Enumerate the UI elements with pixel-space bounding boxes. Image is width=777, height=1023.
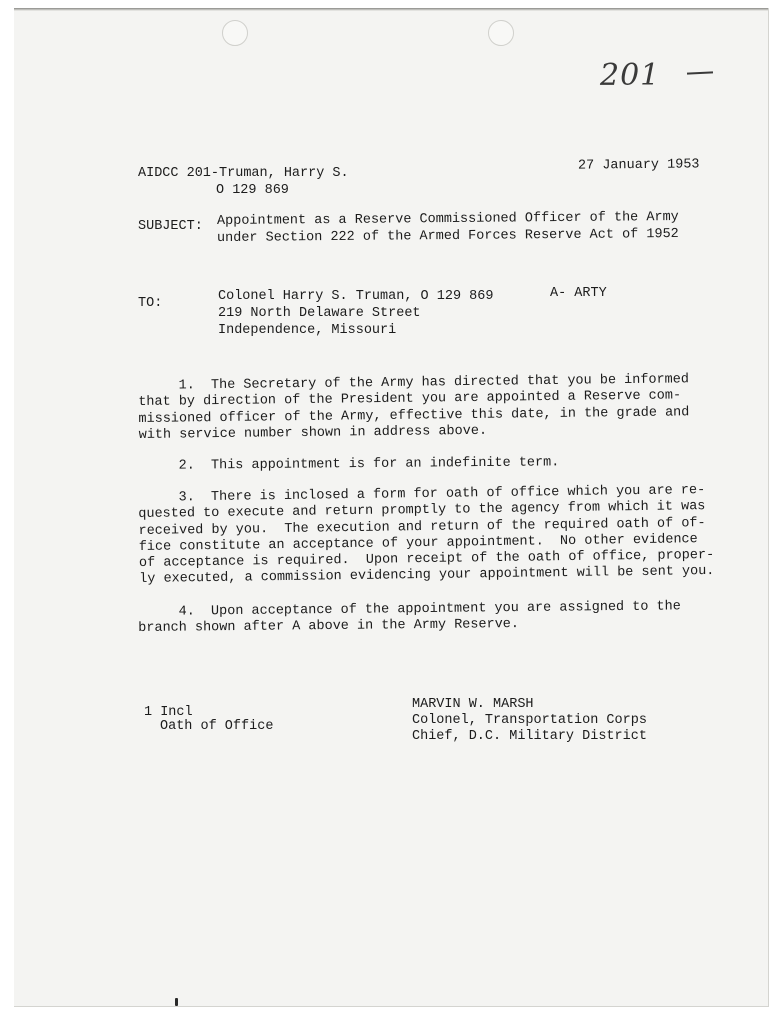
paragraph-1: 1. The Secretary of the Army has directed that you be informed that by direction of the President you are appointed a Reserve com- missioned officer of the Army, effective this date, in the grade and with service number shown in address above.: [138, 372, 690, 443]
punch-hole-left: [222, 20, 248, 46]
branch-designation: A- ARTY: [550, 286, 607, 301]
paragraph-2: 2. This appointment is for an indefinite term.: [138, 455, 560, 474]
signatory-title: Chief, D.C. Military District: [412, 729, 647, 744]
punch-hole-right: [488, 20, 514, 46]
addressee-street: 219 North Delaware Street: [218, 306, 421, 321]
enclosure-count: 1 Incl: [144, 705, 193, 720]
enclosure-description: Oath of Office: [160, 719, 274, 734]
subject-label: SUBJECT:: [138, 219, 203, 234]
header-service-number: O 129 869: [216, 183, 289, 198]
handwritten-dash: [687, 71, 713, 74]
handwritten-file-mark: 201: [600, 58, 661, 93]
addressee-name: Colonel Harry S. Truman, O 129 869: [218, 289, 494, 304]
letter-date: 27 January 1953: [577, 157, 700, 174]
ink-speck: [175, 998, 178, 1006]
page-top-edge: [14, 8, 768, 11]
addressee-city: Independence, Missouri: [218, 323, 397, 338]
subject-line-2: under Section 222 of the Armed Forces Reserve Act of 1952: [216, 226, 679, 247]
signatory-rank: Colonel, Transportation Corps: [412, 713, 647, 728]
file-reference: AIDCC 201-Truman, Harry S.: [138, 166, 349, 181]
subject-line-1: Appointment as a Reserve Commissioned Officer of the Army: [216, 209, 679, 230]
signatory-name: MARVIN W. MARSH: [412, 697, 534, 712]
paragraph-4: 4. Upon acceptance of the appointment you are assigned to the branch shown after A above in the Army Reserve.: [138, 599, 681, 637]
to-label: TO:: [138, 296, 163, 311]
paragraph-3: 3. There is inclosed a form for oath of office which you are re- quested to execute and return promptly to the agency from which it was received by you. The execution and return of the required oath of of- fice constitute an acceptance of your appointment. No other evidence of acceptance is required. Upon receipt of the oath of office, proper- ly executed, a commission evidencing your appointment will be sent you.: [138, 483, 715, 588]
letter-page: [14, 8, 769, 1007]
